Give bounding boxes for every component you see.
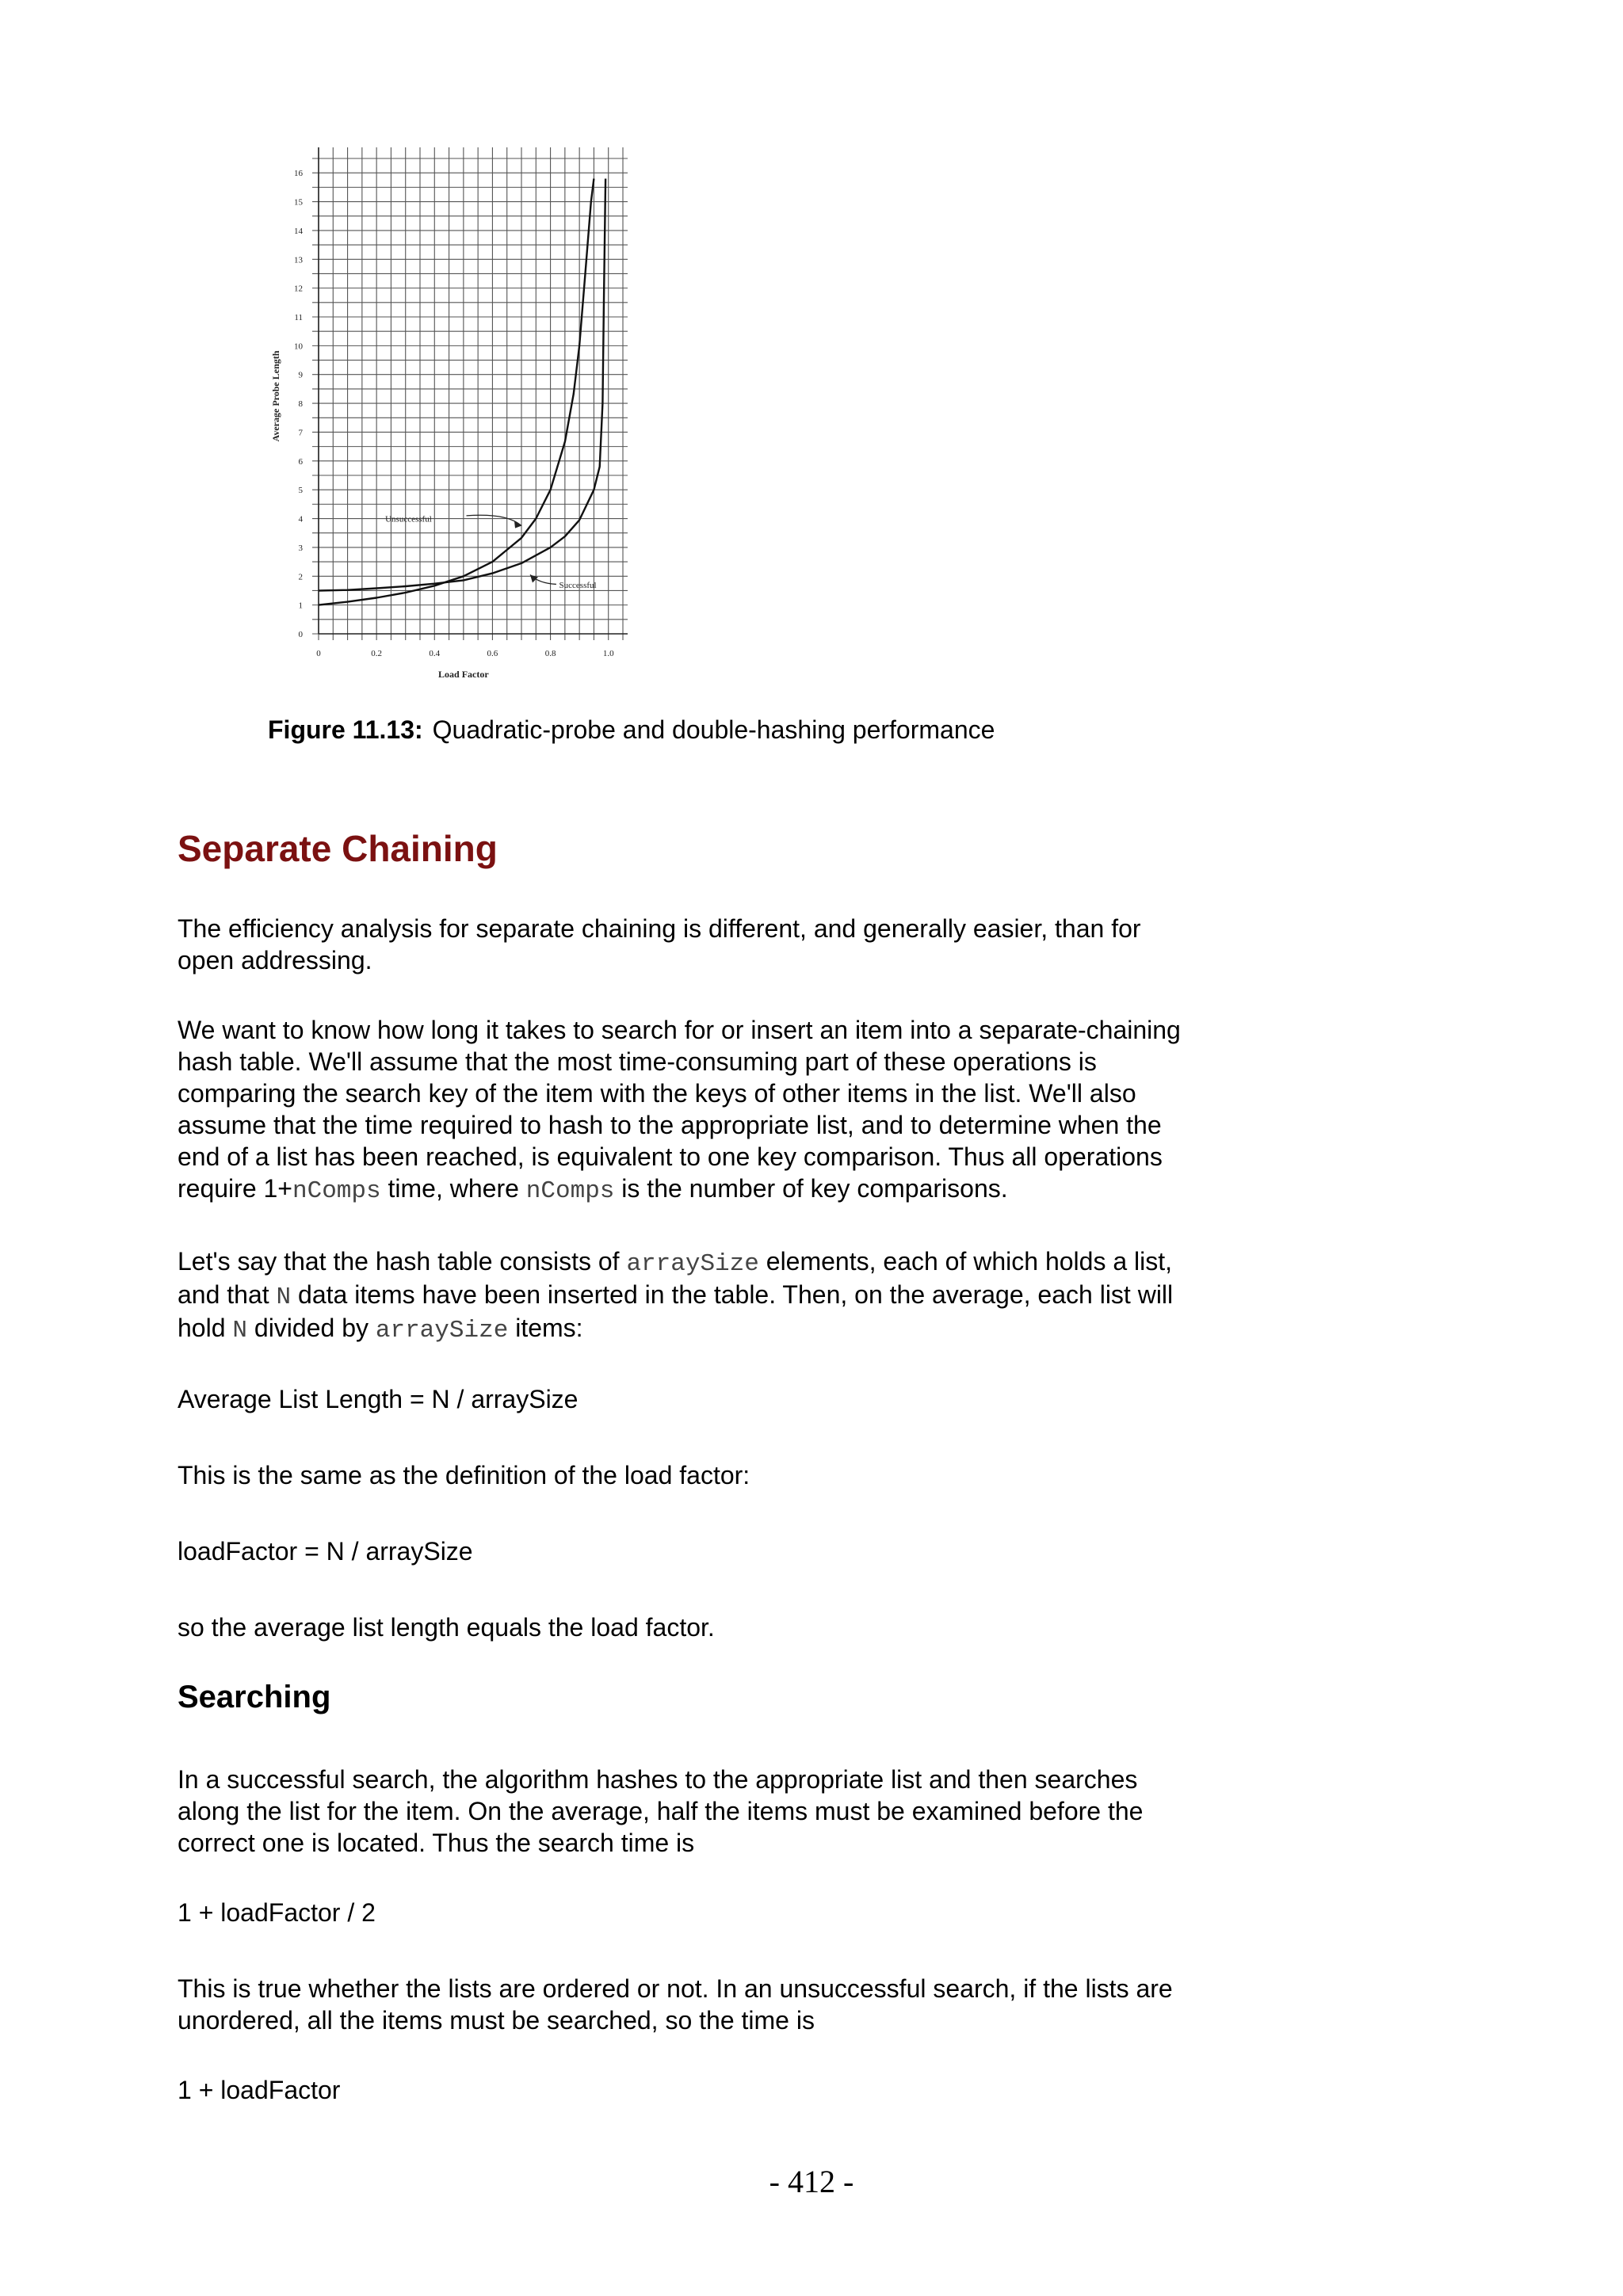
- series-line-unsuccessful: [319, 179, 594, 605]
- text-run: time, where: [380, 1174, 526, 1203]
- figure-caption: [268, 715, 995, 745]
- y-tick-label: 0: [298, 630, 303, 639]
- searching-paragraph-2-line-1: This is true whether the lists are ordered or not. In an unsuccessful search, if the lists are: [178, 1974, 1173, 2003]
- paragraph-4: This is the same as the definition of the load factor:: [178, 1461, 750, 1489]
- text-run: elements, each of which holds a list,: [758, 1247, 1173, 1276]
- y-tick-label: 10: [294, 341, 303, 352]
- probe-length-chart: [262, 143, 634, 681]
- subsection-heading: Searching: [178, 1680, 331, 1714]
- x-tick-label: 0.6: [487, 649, 498, 658]
- y-axis-label: Average Probe Length: [270, 350, 281, 442]
- x-tick-labels: [316, 649, 614, 658]
- x-tick-label: 0: [316, 649, 321, 658]
- annotation-unsuccessful: Unsuccessful: [385, 514, 432, 524]
- y-tick-label: 6: [298, 456, 303, 467]
- code-arraysize: arraySize: [626, 1250, 759, 1278]
- paragraph-2-line-3: comparing the search key of the item with the keys of other items in the list. We'll also: [178, 1079, 1136, 1108]
- paragraph-3-line-2: [178, 1279, 1173, 1314]
- section-heading: Separate Chaining: [178, 828, 498, 869]
- y-tick-label: 8: [298, 399, 303, 410]
- x-axis-label: Load Factor: [438, 669, 489, 680]
- y-tick-label: 4: [298, 514, 303, 524]
- text-run: divided by: [247, 1314, 376, 1342]
- code-ncomps: nComps: [292, 1177, 381, 1205]
- code-n: N: [232, 1317, 247, 1344]
- y-tick-label: 3: [298, 543, 303, 553]
- code-arraysize: arraySize: [375, 1317, 509, 1344]
- y-tick-label: 12: [294, 284, 303, 294]
- text-run: and that: [178, 1280, 277, 1309]
- paragraph-3-line-1: [178, 1245, 1172, 1280]
- paragraph-1-line-1: The efficiency analysis for separate chaining is different, and generally easier, than for: [178, 914, 1141, 943]
- paragraph-3-line-3: [178, 1312, 583, 1347]
- code-n: N: [276, 1283, 292, 1311]
- formula-load-factor: loadFactor = N / arraySize: [178, 1537, 473, 1566]
- x-tick-label: 1.0: [602, 649, 614, 658]
- paragraph-2-line-6: [178, 1173, 1008, 1207]
- formula-average-list-length: Average List Length = N / arraySize: [178, 1385, 579, 1413]
- y-tick-label: 7: [298, 428, 303, 438]
- code-ncomps: nComps: [525, 1177, 615, 1205]
- x-tick-label: 0.4: [429, 649, 441, 658]
- figure-caption-text: Quadratic-probe and double-hashing performance: [432, 715, 995, 744]
- annotation-successful: Successful: [559, 581, 597, 591]
- y-tick-label: 2: [298, 572, 303, 582]
- y-tick-label: 16: [294, 169, 303, 179]
- paragraph-5: so the average list length equals the load factor.: [178, 1613, 715, 1642]
- y-tick-label: 15: [294, 197, 303, 208]
- paragraph-2-line-1: We want to know how long it takes to search for or insert an item into a separate-chaining: [178, 1016, 1181, 1044]
- text-run: Let's say that the hash table consists of: [178, 1247, 627, 1276]
- paragraph-1-line-2: open addressing.: [178, 946, 372, 974]
- y-tick-label: 1: [298, 601, 303, 611]
- y-tick-label: 14: [294, 226, 303, 236]
- figure-label: Figure 11.13:: [268, 715, 423, 744]
- y-tick-label: 5: [298, 486, 303, 496]
- searching-paragraph-1-line-3: correct one is located. Thus the search time is: [178, 1829, 695, 1857]
- searching-paragraph-1-line-1: In a successful search, the algorithm hashes to the appropriate list and then searches: [178, 1765, 1138, 1794]
- x-tick-label: 0.2: [371, 649, 383, 658]
- formula-successful-search: 1 + loadFactor / 2: [178, 1898, 376, 1927]
- y-tick-label: 9: [298, 370, 303, 380]
- text-run: items:: [508, 1314, 583, 1342]
- y-tick-labels: [294, 169, 304, 639]
- text-run: data items have been inserted in the table. Then, on the average, each list will: [291, 1280, 1174, 1309]
- text-run: hold: [178, 1314, 233, 1342]
- text-run: require 1+: [178, 1174, 292, 1203]
- annotation-arrow-unsuccessful: [467, 515, 521, 525]
- page-number: - 412 -: [769, 2164, 854, 2199]
- paragraph-2-line-5: end of a list has been reached, is equivalent to one key comparison. Thus all operations: [178, 1142, 1163, 1171]
- searching-paragraph-2-line-2: unordered, all the items must be searched, so the time is: [178, 2006, 815, 2035]
- paragraph-2-line-4: assume that the time required to hash to the appropriate list, and to determine when the: [178, 1111, 1162, 1139]
- chart-grid: [312, 147, 628, 640]
- paragraph-2-line-2: hash table. We'll assume that the most time-consuming part of these operations is: [178, 1047, 1097, 1076]
- text-run: is the number of key comparisons.: [614, 1174, 1008, 1203]
- x-tick-label: 0.8: [544, 649, 556, 658]
- y-tick-label: 11: [294, 313, 303, 322]
- formula-unsuccessful-search: 1 + loadFactor: [178, 2076, 341, 2104]
- y-tick-label: 13: [294, 255, 303, 265]
- searching-paragraph-1-line-2: along the list for the item. On the average, half the items must be examined before the: [178, 1797, 1144, 1825]
